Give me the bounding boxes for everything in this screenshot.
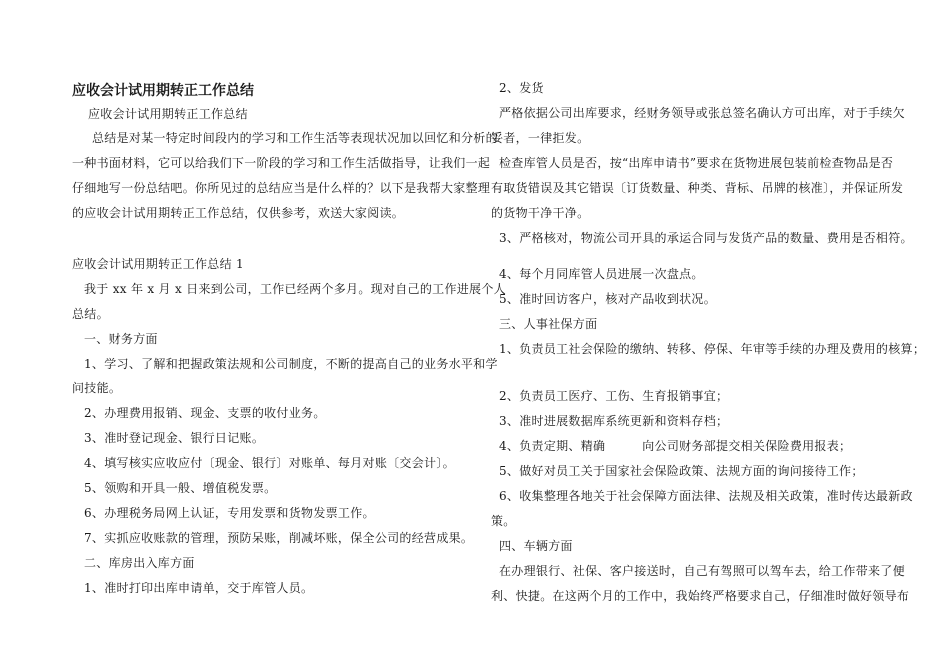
text-line: 5、准时回访客户，核对产品收到状况。 <box>499 292 717 306</box>
text-line: 策。 <box>491 514 516 528</box>
section-heading: 应收会计试用期转正工作总结 1 <box>72 257 244 271</box>
text-line: 利、快捷。在这两个月的工作中，我始终严格要求自己，仔细准时做好领导布 <box>491 589 910 603</box>
text-line: 的应收会计试用期转正工作总结，仅供参考，欢送大家阅读。 <box>72 206 405 220</box>
text-line: 2、发货 <box>499 81 544 95</box>
text-line: 有取货错误及其它错误〔订货数量、种类、背标、吊牌的核准〕，并保证所发 <box>491 181 904 195</box>
text-line: 严格依据公司出库要求，经财务领导或张总签名确认方可出库，对于手续欠 <box>499 106 905 120</box>
text-line: 妥者，一律拒发。 <box>491 131 590 145</box>
text-line: 2、负责员工医疗、工伤、生育报销事宜； <box>499 389 729 403</box>
text-line: 5、做好对员工关于国家社会保险政策、法规方面的询问接待工作； <box>499 464 864 478</box>
text-line: 5、领购和开具一般、增值税发票。 <box>84 481 277 495</box>
subtitle-line: 应收会计试用期转正工作总结 <box>88 107 248 121</box>
text-line: 1、准时打印出库申请单，交于库管人员。 <box>84 581 314 595</box>
text-line: 我于 xx 年 x 月 x 日来到公司，工作已经两个多月。现对自己的工作进展个人 <box>84 282 506 296</box>
text-line: 3、准时登记现金、银行日记账。 <box>84 431 265 445</box>
text-line: 3、准时进展数据库系统更新和资料存档； <box>499 414 729 428</box>
text-line: 4、每个月同库管人员进展一次盘点。 <box>499 267 704 281</box>
text-line: 的货物干净干净。 <box>491 206 590 220</box>
text-line: 仔细地写一份总结吧。你所见过的总结应当是什么样的？以下是我帮大家整理 <box>72 181 491 195</box>
document-title: 应收会计试用期转正工作总结 <box>72 83 254 99</box>
section-heading: 三、人事社保方面 <box>499 317 598 331</box>
text-line: 2、办理费用报销、现金、支票的收付业务。 <box>84 406 326 420</box>
text-line: 问技能。 <box>72 381 122 395</box>
text-line: 6、收集整理各地关于社会保障方面法律、法规及相关政策，准时传达最新政 <box>499 489 913 503</box>
text-line: 总结。 <box>72 307 109 321</box>
text-line: 4、负责定期、精确 向公司财务部提交相关保险费用报表； <box>499 439 852 453</box>
text-line: 一种书面材料，它可以给我们下一阶段的学习和工作生活做指导，让我们一起 <box>72 156 491 170</box>
text-line: 在办理银行、社保、客户接送时，自己有驾照可以驾车去，给工作带来了便 <box>499 564 905 578</box>
text-line: 检查库管人员是否，按“出库申请书”要求在货物进展包装前检查物品是否 <box>499 156 894 170</box>
text-line: 6、办理税务局网上认证，专用发票和货物发票工作。 <box>84 506 375 520</box>
text-line: 3、严格核对，物流公司开具的承运合同与发货产品的数量、费用是否相符。 <box>499 231 913 245</box>
text-line: 1、负责员工社会保险的缴纳、转移、停保、年审等手续的办理及费用的核算； <box>499 342 926 356</box>
text-line: 总结是对某一特定时间段内的学习和工作生活等表现状况加以回忆和分析的 <box>92 131 498 145</box>
section-heading: 四、车辆方面 <box>499 539 573 553</box>
text-line: 4、填写核实应收应付〔现金、银行〕对账单、每月对账〔交会计〕。 <box>84 456 455 470</box>
section-heading: 一、财务方面 <box>84 332 158 346</box>
text-line: 1、学习、了解和把握政策法规和公司制度，不断的提高自己的业务水平和学 <box>84 357 498 371</box>
section-heading: 二、库房出入库方面 <box>84 556 195 570</box>
text-line: 7、实抓应收账款的管理，预防呆账，削减坏账，保全公司的经营成果。 <box>84 531 474 545</box>
